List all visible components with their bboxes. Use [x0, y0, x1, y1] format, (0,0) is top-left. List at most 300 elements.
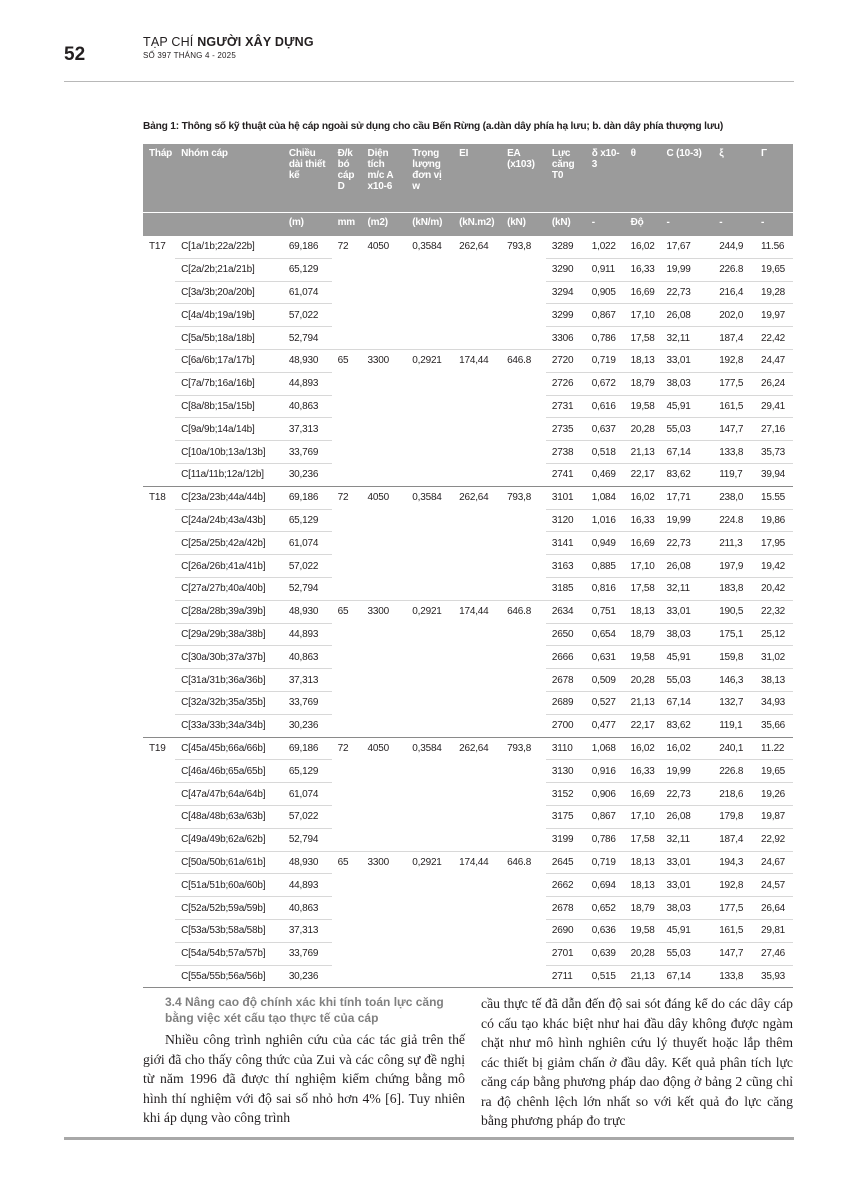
table-cell: 18,13	[625, 349, 661, 372]
table-cell: C[25a/25b;42a/42b]	[175, 532, 283, 555]
table-cell: 147,7	[713, 942, 755, 965]
table-cell: 0,2921	[406, 851, 453, 988]
table-cell: 0,719	[586, 349, 625, 372]
table-cell: 22,42	[755, 327, 793, 350]
table-cell: 22,92	[755, 828, 793, 851]
table-cell: 35,93	[755, 965, 793, 988]
table-cell: 44,893	[283, 874, 332, 897]
table-cell: 52,794	[283, 577, 332, 600]
table-cell: C[54a/54b;57a/57b]	[175, 942, 283, 965]
table-cell: 159,8	[713, 646, 755, 669]
table-cell: 0,616	[586, 395, 625, 418]
section-title: 3.4 Nâng cao độ chính xác khi tính toán lực căng bằng việc xét cấu tạo thực tế của cáp	[165, 995, 444, 1025]
table-cell: 48,930	[283, 349, 332, 372]
unit-cell: (kN.m2)	[453, 213, 501, 237]
magazine-issue: SỐ 397 THÁNG 4 - 2025	[143, 51, 236, 60]
table-cell: 20,28	[625, 942, 661, 965]
header-cell: Chiều dài thiết kế	[283, 144, 332, 213]
table-cell: 21,13	[625, 691, 661, 714]
table-cell: 33,769	[283, 942, 332, 965]
unit-cell	[175, 213, 283, 237]
table-cell: 0,786	[586, 828, 625, 851]
unit-cell: -	[586, 213, 625, 237]
table-cell: 646.8	[501, 600, 546, 737]
table-cell: 3306	[546, 327, 586, 350]
table-cell: 3152	[546, 783, 586, 806]
table-cell: 0,719	[586, 851, 625, 874]
table-cell: 646.8	[501, 851, 546, 988]
table-cell: 65	[332, 349, 362, 486]
table-cell: C[29a/29b;38a/38b]	[175, 623, 283, 646]
table-cell: 11.56	[755, 236, 793, 258]
table-cell: 69,186	[283, 236, 332, 258]
table-cell: 55,03	[661, 942, 714, 965]
table-cell: 0,672	[586, 372, 625, 395]
header-cell: Đ/k bó cáp D	[332, 144, 362, 213]
table-cell: 211,3	[713, 532, 755, 555]
table-cell: C[33a/33b;34a/34b]	[175, 714, 283, 737]
unit-cell: -	[713, 213, 755, 237]
table-cell: 0,885	[586, 555, 625, 578]
table-cell: 19,99	[661, 258, 714, 281]
table-cell: 3130	[546, 760, 586, 783]
table-cell: 194,3	[713, 851, 755, 874]
table-cell: 39,94	[755, 463, 793, 486]
table-cell: 2678	[546, 669, 586, 692]
table-cell: 33,01	[661, 851, 714, 874]
table-cell: 133,8	[713, 965, 755, 988]
table-cell: 0,631	[586, 646, 625, 669]
table-cell: 26,24	[755, 372, 793, 395]
footer-rule	[64, 1137, 794, 1140]
table-cell: C[32a/32b;35a/35b]	[175, 691, 283, 714]
table-cell: 3101	[546, 486, 586, 509]
table-cell: 20,28	[625, 418, 661, 441]
table-cell: 2689	[546, 691, 586, 714]
table-cell: C[46a/46b;65a/65b]	[175, 760, 283, 783]
table-cell: 3299	[546, 304, 586, 327]
table-cell: C[50a/50b;61a/61b]	[175, 851, 283, 874]
table-cell: 3300	[362, 349, 407, 486]
table-cell: 1,068	[586, 737, 625, 760]
table-cell: 183,8	[713, 577, 755, 600]
table-cell: 69,186	[283, 737, 332, 760]
table-cell: 0,916	[586, 760, 625, 783]
magazine-header	[143, 35, 314, 60]
table-cell: 0,949	[586, 532, 625, 555]
table-cell: 61,074	[283, 532, 332, 555]
table-cell: 22,73	[661, 281, 714, 304]
table-cell: 192,8	[713, 349, 755, 372]
table-cell: 72	[332, 737, 362, 851]
table-cell: C[7a/7b;16a/16b]	[175, 372, 283, 395]
table-cell: 19,58	[625, 919, 661, 942]
table-cell: 34,93	[755, 691, 793, 714]
table-cell: 0,786	[586, 327, 625, 350]
table-cell: 2738	[546, 441, 586, 464]
table-cell: 18,79	[625, 897, 661, 920]
table-cell: 26,08	[661, 555, 714, 578]
table-cell: 19,87	[755, 805, 793, 828]
table-cell: 26,08	[661, 805, 714, 828]
header-cell: Tháp	[143, 144, 175, 213]
unit-cell	[143, 213, 175, 237]
table-cell: 37,313	[283, 418, 332, 441]
unit-cell: (m2)	[362, 213, 407, 237]
table-cell: 0,3584	[406, 236, 453, 349]
table-cell: C[1a/1b;22a/22b]	[175, 236, 283, 258]
table-cell: 187,4	[713, 327, 755, 350]
table-cell: 17,10	[625, 555, 661, 578]
header-cell: δ x10-3	[586, 144, 625, 213]
table-cell: 244,9	[713, 236, 755, 258]
table-cell: 67,14	[661, 691, 714, 714]
table-cell: 2731	[546, 395, 586, 418]
table-cell: 26,64	[755, 897, 793, 920]
table-cell: 3294	[546, 281, 586, 304]
table-cell: 174,44	[453, 600, 501, 737]
table-cell: C[55a/55b;56a/56b]	[175, 965, 283, 988]
table-cell: 18,13	[625, 851, 661, 874]
magazine-name	[143, 35, 314, 49]
table-cell: 224.8	[713, 509, 755, 532]
table-caption: Bảng 1: Thông số kỹ thuật của hệ cáp ngoài sử dụng cho cầu Bến Rừng (a.dàn dây phía hạ lưu; b. dàn dây phía thượng lưu)	[143, 121, 724, 132]
table-row	[143, 737, 793, 760]
table-cell: 65,129	[283, 760, 332, 783]
table-cell: 147,7	[713, 418, 755, 441]
table-cell: 19,97	[755, 304, 793, 327]
table-cell: 72	[332, 236, 362, 349]
table-row	[143, 600, 793, 623]
table-cell: 1,022	[586, 236, 625, 258]
table-cell: 11.22	[755, 737, 793, 760]
paragraph: cầu thực tế đã dẫn đến độ sai sót đáng kể do các dây cáp có cấu tạo khác biệt như hai đầu dây không được ngàm chặt như mô hình nghiên cứu lý thuyết hoặc lắp thêm các thiết bị giảm chấn ở đầu dây. Kết quả phân tích lực căng cáp bằng phương pháp dao động ở bảng 2 cũng chỉ ra độ chênh lệch lớn nhất so với kết quả đo lực căng bằng phương pháp đo trực	[481, 996, 793, 1128]
table-cell: 0,906	[586, 783, 625, 806]
table-cell: 2711	[546, 965, 586, 988]
table-cell: 17,71	[661, 486, 714, 509]
header-cell: EA (x103)	[501, 144, 546, 213]
unit-cell: (kN)	[501, 213, 546, 237]
table-cell: C[8a/8b;15a/15b]	[175, 395, 283, 418]
table-cell: 187,4	[713, 828, 755, 851]
table-cell: 83,62	[661, 714, 714, 737]
table-cell: 16,02	[625, 236, 661, 258]
table-cell: 30,236	[283, 965, 332, 988]
table-cell: 19,42	[755, 555, 793, 578]
table-cell: 197,9	[713, 555, 755, 578]
table-cell: 2678	[546, 897, 586, 920]
table-cell: 55,03	[661, 669, 714, 692]
table-cell: 37,313	[283, 919, 332, 942]
unit-cell: (m)	[283, 213, 332, 237]
table-cell: 35,66	[755, 714, 793, 737]
table-cell: 72	[332, 486, 362, 600]
table-cell: 19,86	[755, 509, 793, 532]
table-row	[143, 349, 793, 372]
table-cell: 40,863	[283, 646, 332, 669]
table-cell: 18,13	[625, 600, 661, 623]
table-cell: 3185	[546, 577, 586, 600]
table-cell: 0,751	[586, 600, 625, 623]
table-cell: 240,1	[713, 737, 755, 760]
table-cell: 57,022	[283, 555, 332, 578]
table-cell: 65,129	[283, 509, 332, 532]
table-cell: 33,01	[661, 874, 714, 897]
table-cell: 45,91	[661, 646, 714, 669]
header-cell: Trọng lượng đơn vị w	[406, 144, 453, 213]
table-row	[143, 236, 793, 258]
table-cell: 57,022	[283, 805, 332, 828]
table-cell: 0,477	[586, 714, 625, 737]
table-cell: 17,95	[755, 532, 793, 555]
table-cell: 161,5	[713, 919, 755, 942]
table-cell: 2700	[546, 714, 586, 737]
table-cell: 3300	[362, 600, 407, 737]
table-cell: 83,62	[661, 463, 714, 486]
table-cell: 2645	[546, 851, 586, 874]
table-cell: 33,769	[283, 441, 332, 464]
table-cell: 2690	[546, 919, 586, 942]
table-cell: C[11a/11b;12a/12b]	[175, 463, 283, 486]
table-cell: 24,57	[755, 874, 793, 897]
table-cell: 202,0	[713, 304, 755, 327]
header-cell: θ	[625, 144, 661, 213]
table-cell: C[5a/5b;18a/18b]	[175, 327, 283, 350]
table-cell: 3199	[546, 828, 586, 851]
table-cell: 40,863	[283, 395, 332, 418]
table-cell: C[9a/9b;14a/14b]	[175, 418, 283, 441]
unit-cell: Độ	[625, 213, 661, 237]
table-body	[143, 236, 793, 988]
table-cell: 33,01	[661, 349, 714, 372]
table-cell: 29,41	[755, 395, 793, 418]
table-cell: 133,8	[713, 441, 755, 464]
table-cell: 0,2921	[406, 600, 453, 737]
table-cell: 52,794	[283, 327, 332, 350]
table-cell: 18,13	[625, 874, 661, 897]
table-cell: 0,515	[586, 965, 625, 988]
table-cell: 793,8	[501, 737, 546, 851]
table-cell: 65,129	[283, 258, 332, 281]
table-cell: 0,911	[586, 258, 625, 281]
table-cell: 262,64	[453, 486, 501, 600]
table-cell: C[31a/31b;36a/36b]	[175, 669, 283, 692]
table-header-row	[143, 144, 793, 213]
header-cell: Lực căng T0	[546, 144, 586, 213]
table-cell: 18,79	[625, 372, 661, 395]
table-cell: 22,32	[755, 600, 793, 623]
table-cell: 0,2921	[406, 349, 453, 486]
table-cell: 20,42	[755, 577, 793, 600]
table-cell: 31,02	[755, 646, 793, 669]
table-cell: 33,01	[661, 600, 714, 623]
table-cell: 0,636	[586, 919, 625, 942]
table-cell: 22,17	[625, 714, 661, 737]
header-cell: Γ	[755, 144, 793, 213]
paragraph: Nhiều công trình nghiên cứu của các tác giả trên thế giới đã cho thấy công thức của Zui và các công sự đề nghị từ năm 1996 đã được thí nghiệm kiểm chứng bằng mô hình thí nghiệm với độ sai số nhỏ hơn 4% [6]. Tuy nhiên khi áp dụng vào công trình	[143, 1032, 465, 1125]
text-column-right	[481, 994, 793, 1131]
table-cell: 27,46	[755, 942, 793, 965]
table-cell: 24,47	[755, 349, 793, 372]
table-cell: C[28a/28b;39a/39b]	[175, 600, 283, 623]
unit-cell: -	[755, 213, 793, 237]
table-cell: 3110	[546, 737, 586, 760]
table-cell: 69,186	[283, 486, 332, 509]
table-cell: 18,79	[625, 623, 661, 646]
table-cell: 2741	[546, 463, 586, 486]
table-cell: 22,17	[625, 463, 661, 486]
table-cell: 65	[332, 600, 362, 737]
table-cell: 3300	[362, 851, 407, 988]
table-cell: 44,893	[283, 623, 332, 646]
table-cell: 20,28	[625, 669, 661, 692]
table-cell: 3175	[546, 805, 586, 828]
table-cell: 52,794	[283, 828, 332, 851]
magazine-name-light: TẠP CHÍ	[143, 35, 194, 49]
table-cell: 793,8	[501, 236, 546, 349]
table-cell: 67,14	[661, 965, 714, 988]
header-cell: ξ	[713, 144, 755, 213]
table-cell: 2650	[546, 623, 586, 646]
table-cell: 0,652	[586, 897, 625, 920]
table-cell: 119,7	[713, 463, 755, 486]
table-cell: 119,1	[713, 714, 755, 737]
table-row	[143, 851, 793, 874]
table-cell: 37,313	[283, 669, 332, 692]
table-cell: 0,867	[586, 304, 625, 327]
table-cell: 16,69	[625, 783, 661, 806]
table-cell: 61,074	[283, 281, 332, 304]
table-cell: 0,527	[586, 691, 625, 714]
table-cell: C[51a/51b;60a/60b]	[175, 874, 283, 897]
table-cell: 4050	[362, 737, 407, 851]
table-cell: 17,58	[625, 327, 661, 350]
table-cell: C[23a/23b;44a/44b]	[175, 486, 283, 509]
table-cell: 0,518	[586, 441, 625, 464]
table-cell: T17	[143, 236, 175, 486]
unit-cell: mm	[332, 213, 362, 237]
table-cell: 16,33	[625, 760, 661, 783]
unit-cell: -	[661, 213, 714, 237]
table-cell: 32,11	[661, 577, 714, 600]
table-cell: C[27a/27b;40a/40b]	[175, 577, 283, 600]
table-cell: 33,769	[283, 691, 332, 714]
header-cell: Nhóm cáp	[175, 144, 283, 213]
table-cell: 30,236	[283, 714, 332, 737]
table-cell: 177,5	[713, 897, 755, 920]
header-rule	[64, 81, 794, 82]
table-cell: 19,58	[625, 646, 661, 669]
header-cell: EI	[453, 144, 501, 213]
table-cell: 2720	[546, 349, 586, 372]
table-cell: 3290	[546, 258, 586, 281]
unit-cell: (kN/m)	[406, 213, 453, 237]
table-cell: 16,02	[625, 737, 661, 760]
table-cell: C[24a/24b;43a/43b]	[175, 509, 283, 532]
page-number: 52	[64, 44, 86, 65]
table-cell: 0,637	[586, 418, 625, 441]
table-cell: 2726	[546, 372, 586, 395]
table-cell: 65	[332, 851, 362, 988]
table-cell: 17,10	[625, 805, 661, 828]
header-cell: Diện tích m/c A x10-6	[362, 144, 407, 213]
table-cell: 45,91	[661, 919, 714, 942]
table-cell: 3163	[546, 555, 586, 578]
table-row	[143, 486, 793, 509]
table-cell: T18	[143, 486, 175, 737]
table-cell: C[53a/53b;58a/58b]	[175, 919, 283, 942]
table-cell: 21,13	[625, 441, 661, 464]
magazine-name-bold: NGƯỜI XÂY DỰNG	[197, 35, 314, 49]
table-cell: 38,03	[661, 372, 714, 395]
table-cell: 32,11	[661, 828, 714, 851]
cable-parameters-table	[143, 144, 793, 988]
table-cell: 19,26	[755, 783, 793, 806]
table-cell: 16,69	[625, 281, 661, 304]
table-cell: C[26a/26b;41a/41b]	[175, 555, 283, 578]
table-cell: 4050	[362, 236, 407, 349]
table-cell: 25,12	[755, 623, 793, 646]
table-cell: 16,02	[661, 737, 714, 760]
table-cell: 22,73	[661, 783, 714, 806]
table-cell: 16,33	[625, 509, 661, 532]
table-cell: 1,084	[586, 486, 625, 509]
table-cell: 146,3	[713, 669, 755, 692]
table-cell: 0,654	[586, 623, 625, 646]
table-cell: 61,074	[283, 783, 332, 806]
table-cell: 29,81	[755, 919, 793, 942]
table-cell: C[49a/49b;62a/62b]	[175, 828, 283, 851]
table-cell: 0,3584	[406, 486, 453, 600]
table-cell: 161,5	[713, 395, 755, 418]
table-cell: 67,14	[661, 441, 714, 464]
table-cell: C[6a/6b;17a/17b]	[175, 349, 283, 372]
table-cell: 19,65	[755, 760, 793, 783]
table-cell: C[30a/30b;37a/37b]	[175, 646, 283, 669]
table-cell: 226.8	[713, 258, 755, 281]
table-cell: 216,4	[713, 281, 755, 304]
table-cell: 44,893	[283, 372, 332, 395]
table-cell: 0,469	[586, 463, 625, 486]
table-cell: 17,58	[625, 577, 661, 600]
table-cell: 3141	[546, 532, 586, 555]
table-cell: 238,0	[713, 486, 755, 509]
table-cell: C[4a/4b;19a/19b]	[175, 304, 283, 327]
table-cell: 19,28	[755, 281, 793, 304]
table-cell: C[2a/2b;21a/21b]	[175, 258, 283, 281]
table-cell: 262,64	[453, 236, 501, 349]
table-cell: 2735	[546, 418, 586, 441]
table-cell: 21,13	[625, 965, 661, 988]
table-cell: 55,03	[661, 418, 714, 441]
table-cell: 3120	[546, 509, 586, 532]
table-cell: 15.55	[755, 486, 793, 509]
table-cell: 24,67	[755, 851, 793, 874]
table-cell: 19,65	[755, 258, 793, 281]
table-cell: 262,64	[453, 737, 501, 851]
table-cell: 4050	[362, 486, 407, 600]
table-cell: C[10a/10b;13a/13b]	[175, 441, 283, 464]
table-cell: 190,5	[713, 600, 755, 623]
table-cell: 16,02	[625, 486, 661, 509]
table-cell: 0,509	[586, 669, 625, 692]
table-cell: C[48a/48b;63a/63b]	[175, 805, 283, 828]
table-cell: 0,3584	[406, 737, 453, 851]
table-cell: 2701	[546, 942, 586, 965]
table-cell: T19	[143, 737, 175, 988]
table-cell: 17,67	[661, 236, 714, 258]
table-cell: 17,58	[625, 828, 661, 851]
